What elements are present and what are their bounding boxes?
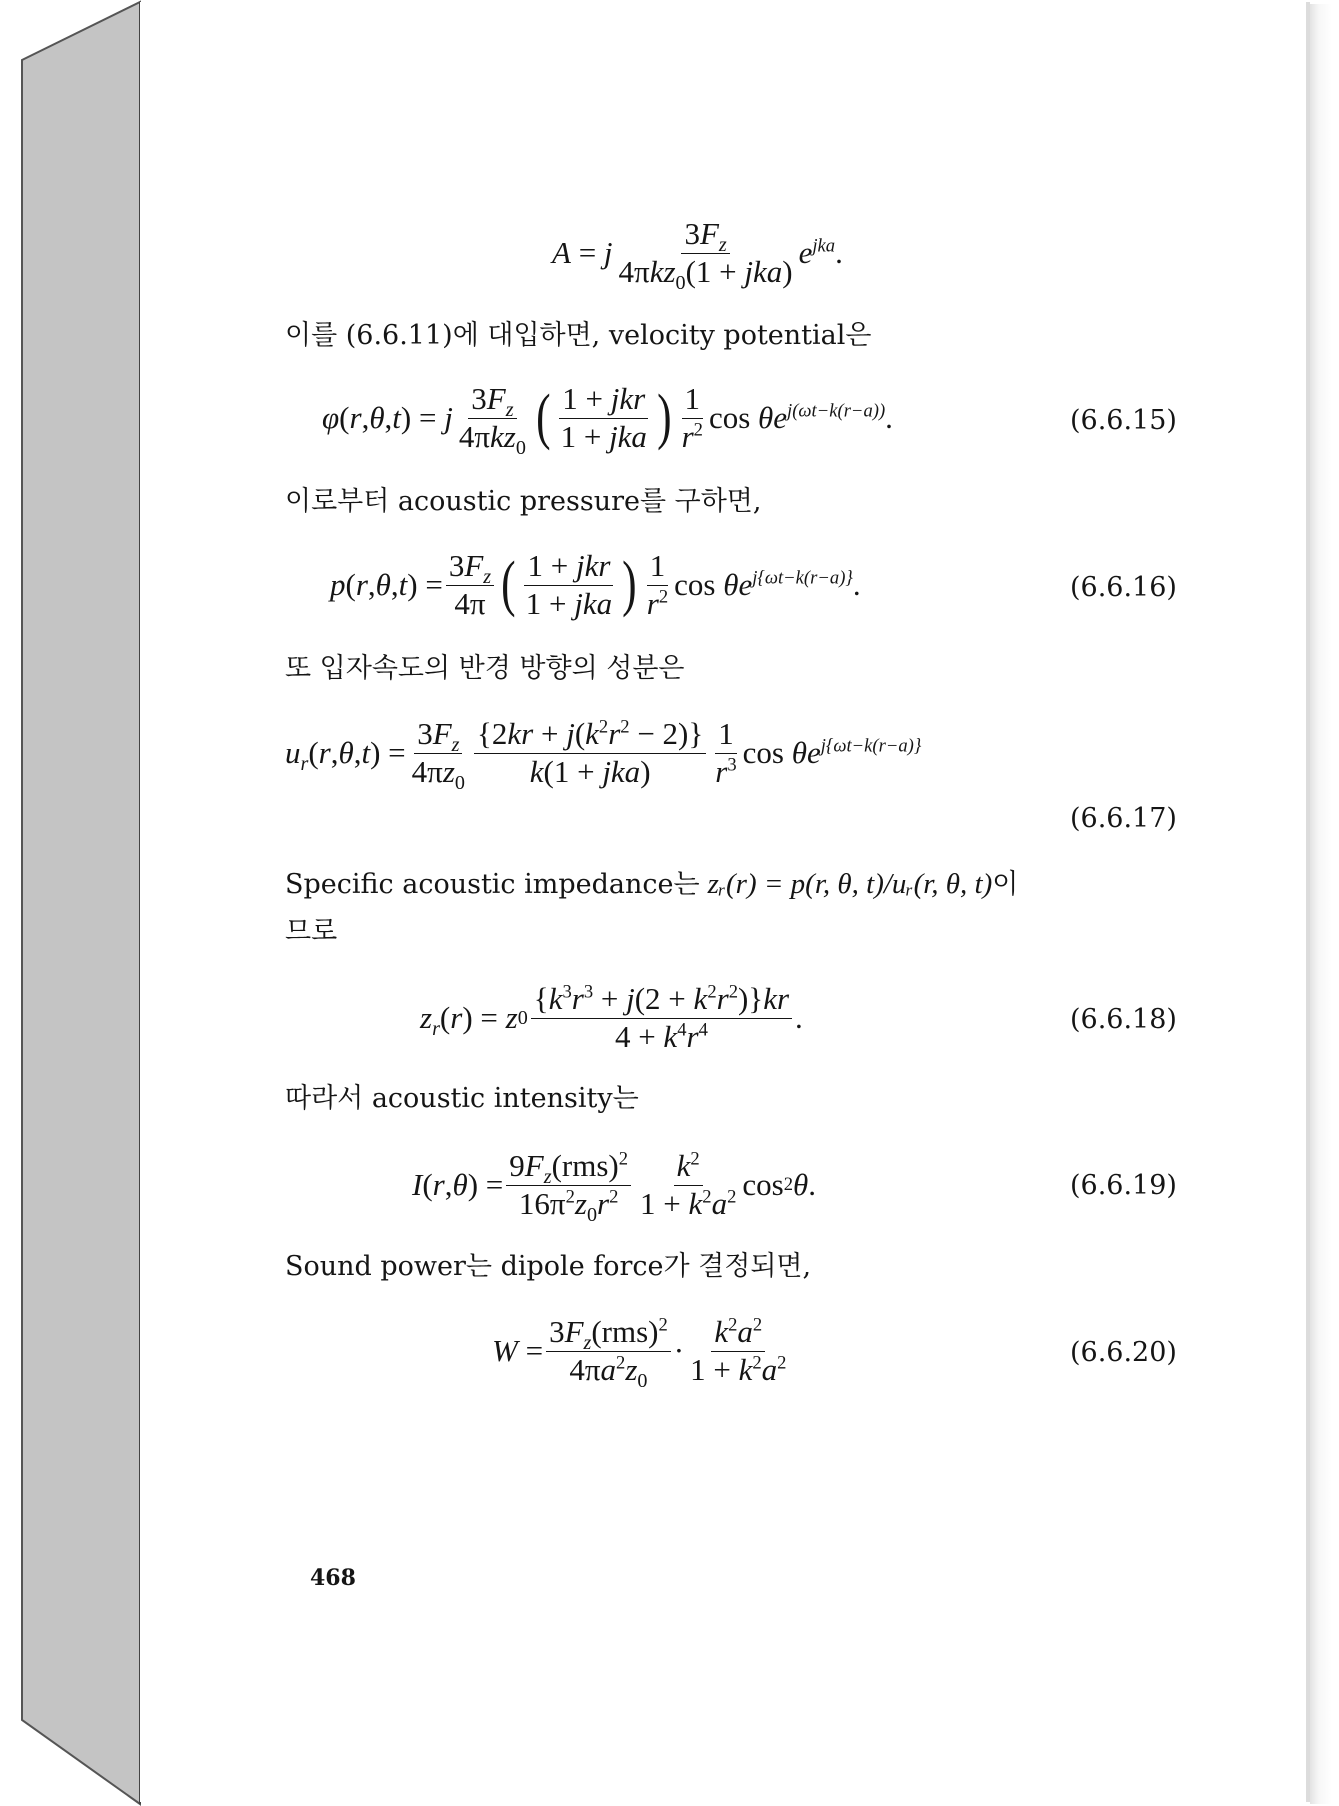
page-shadow xyxy=(1310,4,1332,1804)
paragraph-2: 이로부터 acoustic pressure를 구하면, xyxy=(285,486,762,517)
paragraph-3: 또 입자속도의 반경 방향의 성분은 xyxy=(285,653,685,684)
equation-6-6-18: $z_r$ ( r ) = z 0 $\frac{\{k^3r^3 + j(2 + k^2r^2)\}kr}{4 + k^4r^4}$ . xyxy=(420,981,803,1054)
paragraph-4 xyxy=(285,870,1018,899)
paragraph-4-text: Specific acoustic impedance는 xyxy=(285,869,700,900)
equation-number-6-6-17: (6.6.17) xyxy=(1070,803,1177,834)
equation-number-6-6-18: (6.6.18) xyxy=(1070,1004,1177,1035)
equation-6-6-16: p ( r , θ , t ) = $\frac{3F_z}{4\pi}$ ( $\frac{\text{1 + jkr}}{\text{1 + jka}}$ ) $\frac{1}{r^2}$ cos $\theta e^{j\{\omega t-k(r-a)\}}$ . xyxy=(330,548,861,621)
equation-A: A = j $\frac{3F_z}{4\pi kz_0(1 + jka)}$ $e^{jka}$ . xyxy=(552,216,843,294)
equation-6-6-19: I ( r , θ ) = $\frac{9F_z(rms)^2}{16\pi^2z_0r^2}$ $\frac{k^2}{1 + k^2a^2}$ cos 2 θ . xyxy=(412,1148,816,1226)
equation-number-6-6-15: (6.6.15) xyxy=(1070,405,1177,436)
paragraph-5: 따라서 acoustic intensity는 xyxy=(285,1083,639,1114)
paragraph-1: 이를 (6.6.11)에 대입하면, velocity potential은 xyxy=(285,320,872,351)
equation-number-6-6-20: (6.6.20) xyxy=(1070,1337,1177,1368)
paragraph-6: Sound power는 dipole force가 결정되면, xyxy=(285,1251,812,1282)
paragraph-4-end: 이 xyxy=(992,869,1019,900)
equation-6-6-15: φ ( r , θ , t ) = j $\frac{3F_z}{4\pi kz_0}$ ( $\frac{\text{1 + jkr}}{\text{1 + jka}}$ ) $\frac{1}{r^2}$ cos $\theta e^{j(\omega t-k(r-a))}$ . xyxy=(322,381,893,459)
book-side-edge xyxy=(0,0,150,1806)
inline-impedance-formula: zᵣ(r) = p(r, θ, t)/uᵣ(r, θ, t) xyxy=(707,868,993,900)
equation-6-6-17: $u_r$ ( r , θ , t ) = $\frac{3F_z}{4\pi z_0}$ $\frac{\{2kr + j(k^2r^2 - 2)\}}{\text{k(1 + jka)}}$ $\frac{1}{r^3}$ cos $\theta e^{j\{\omega t-k(r-a)\}}$ xyxy=(285,716,922,794)
equation-number-6-6-19: (6.6.19) xyxy=(1070,1170,1177,1201)
equation-6-6-20: W = $\frac{3F_z(rms)^2}{4\pi a^2z_0}$ · $\frac{k^2a^2}{1 + k^2a^2}$ xyxy=(492,1314,787,1392)
equation-number-6-6-16: (6.6.16) xyxy=(1070,572,1177,603)
paragraph-4-line-2: 므로 xyxy=(285,916,338,947)
page-number: 468 xyxy=(310,1565,356,1591)
